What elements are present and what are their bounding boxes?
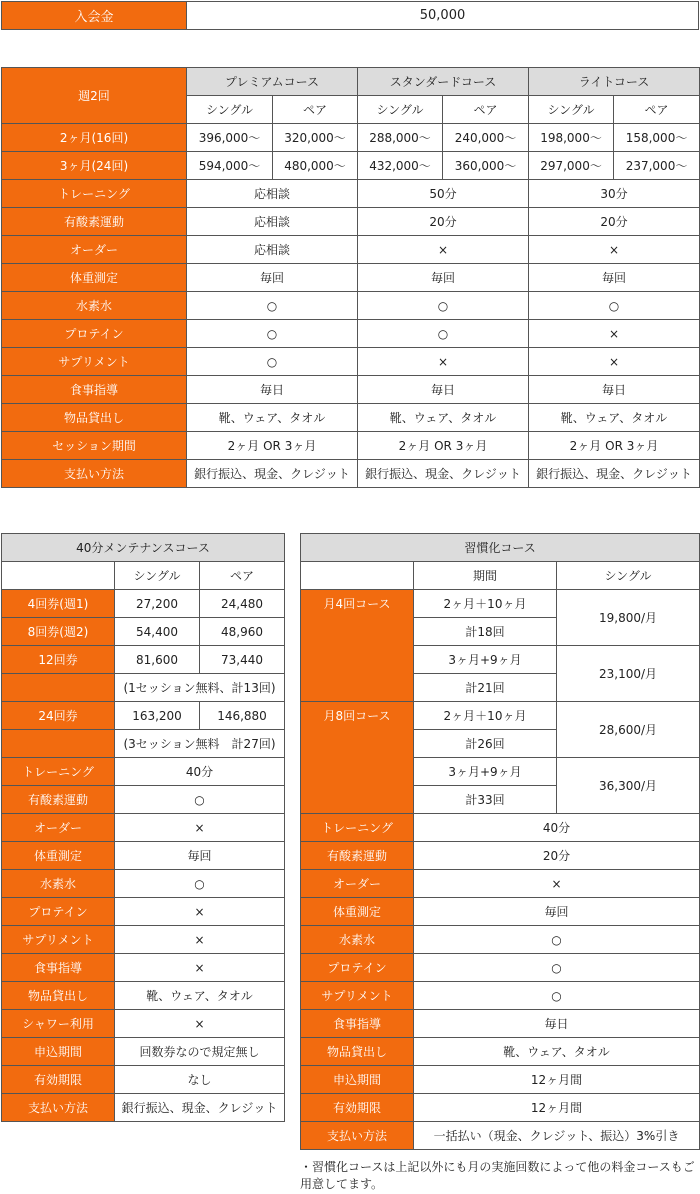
price-cell: 158,000〜 [614,124,700,152]
habit-feature-row [301,926,700,954]
row-label: オーダー [2,236,187,264]
feature-cell: 靴、ウェア、タオル [115,982,285,1010]
price-cell: 396,000〜 [187,124,273,152]
group-label: 月8回コース [301,702,414,814]
empty-label-cell [2,730,115,758]
ticket-label: 4回券(週1) [2,590,115,618]
feature-cell: 40分 [115,758,285,786]
habit-title: 習慣化コース [301,534,700,562]
feature-cell: 毎回 [115,842,285,870]
habit-feature-row [301,1038,700,1066]
course-header-light: ライトコース [529,68,700,96]
feature-cell: 銀行振込、現金、クレジット [187,460,358,488]
plan-count: 計26回 [414,730,557,758]
feature-cell: × [115,1010,285,1038]
maint-title: 40分メンテナンスコース [2,534,285,562]
habit-plan-row [301,590,700,618]
feature-cell: 銀行振込、現金、クレジット [358,460,529,488]
feature-cell: 靴、ウェア、タオル [358,404,529,432]
ticket-row [2,702,285,730]
feature-cell: ○ [187,292,358,320]
feature-cell: 毎回 [187,264,358,292]
feature-row-session-period [2,432,700,460]
maint-feature-row [2,758,285,786]
feature-cell: 毎回 [358,264,529,292]
plan-count: 計33回 [414,786,557,814]
feature-cell: 40分 [414,814,700,842]
habit-feature-row [301,982,700,1010]
feature-cell: 30分 [529,180,700,208]
feature-cell: 靴、ウェア、タオル [414,1038,700,1066]
entry-fee-row [2,2,699,30]
feature-cell: 靴、ウェア、タオル [187,404,358,432]
feature-cell: ○ [414,954,700,982]
feature-cell: ○ [115,870,285,898]
feature-cell: ○ [414,926,700,954]
row-label: 支払い方法 [301,1122,414,1150]
habit-feature-row [301,1094,700,1122]
row-label: 申込期間 [301,1066,414,1094]
single-column-header: シングル [557,562,700,590]
ticket-row [2,590,285,618]
maint-feature-row [2,898,285,926]
plan-period: 3ヶ月+9ヶ月 [414,646,557,674]
row-label: トレーニング [301,814,414,842]
feature-row-protein [2,320,700,348]
habit-feature-row [301,842,700,870]
course-header-standard: スタンダードコース [358,68,529,96]
ticket-row [2,646,285,674]
row-label: サプリメント [301,982,414,1010]
habit-subheader-row [301,562,700,590]
feature-cell: ○ [414,982,700,1010]
maint-feature-row [2,842,285,870]
feature-cell: 靴、ウェア、タオル [529,404,700,432]
row-label: 有酸素運動 [2,208,187,236]
habit-feature-row [301,1010,700,1038]
plan-period: 2ヶ月＋10ヶ月 [414,590,557,618]
feature-cell: 12ヶ月間 [414,1066,700,1094]
row-label: 体重測定 [2,264,187,292]
price-cell: 146,880 [200,702,285,730]
row-label: 有酸素運動 [301,842,414,870]
feature-cell: 20分 [358,208,529,236]
maint-feature-row [2,1094,285,1122]
course-header-premium: プレミアムコース [187,68,358,96]
price-cell: 297,000〜 [529,152,614,180]
feature-row-cardio [2,208,700,236]
feature-cell: 応相談 [187,180,358,208]
maint-feature-row [2,926,285,954]
plan-type-single: シングル [529,96,614,124]
row-label: セッション期間 [2,432,187,460]
price-cell: 240,000〜 [443,124,529,152]
feature-cell: 2ヶ月 OR 3ヶ月 [358,432,529,460]
feature-cell: 毎日 [358,376,529,404]
habit-feature-row [301,954,700,982]
price-cell: 198,000〜 [529,124,614,152]
feature-cell: ○ [187,348,358,376]
ticket-note: (3セッション無料 計27回) [115,730,285,758]
plan-count: 計21回 [414,674,557,702]
feature-row-diet-guidance [2,376,700,404]
ticket-note-row [2,674,285,702]
row-label: プロテイン [301,954,414,982]
row-label: 物品貸出し [2,982,115,1010]
entry-fee-table [1,1,699,30]
feature-cell: 毎日 [414,1010,700,1038]
ticket-note: (1セッション無料、計13回) [115,674,285,702]
feature-cell: 回数券なので規定無し [115,1038,285,1066]
feature-cell: × [358,348,529,376]
feature-cell: ○ [358,320,529,348]
price-cell: 73,440 [200,646,285,674]
row-label: 体重測定 [2,842,115,870]
feature-cell: ○ [358,292,529,320]
feature-row-payment [2,460,700,488]
feature-row-order [2,236,700,264]
entry-fee-value: 50,000 [187,2,699,30]
ticket-row [2,618,285,646]
course-header-row [2,68,700,96]
feature-row-hydrogen-water [2,292,700,320]
price-cell: 480,000〜 [273,152,358,180]
feature-cell: ○ [115,786,285,814]
row-label: 水素水 [301,926,414,954]
feature-cell: × [115,954,285,982]
habit-feature-row [301,814,700,842]
habit-course-footnote: ・習慣化コースは上記以外にも月の実施回数によって他の料金コースもご用意してます。 [300,1160,695,1191]
row-label: トレーニング [2,180,187,208]
plan-count: 計18回 [414,618,557,646]
maint-feature-row [2,814,285,842]
row-label: トレーニング [2,758,115,786]
habit-feature-row [301,870,700,898]
price-row-3-months [2,152,700,180]
maint-feature-row [2,1010,285,1038]
row-label: オーダー [301,870,414,898]
plan-price: 28,600/月 [557,702,700,758]
price-cell: 432,000〜 [358,152,443,180]
price-cell: 163,200 [115,702,200,730]
row-label: 有酸素運動 [2,786,115,814]
feature-cell: 50分 [358,180,529,208]
price-cell: 320,000〜 [273,124,358,152]
feature-cell: 12ヶ月間 [414,1094,700,1122]
maint-feature-row [2,870,285,898]
price-cell: 27,200 [115,590,200,618]
price-row-2-months [2,124,700,152]
row-label: 3ヶ月(24回) [2,152,187,180]
row-label: オーダー [2,814,115,842]
entry-fee-label: 入会金 [2,2,187,30]
feature-cell: 毎回 [414,898,700,926]
row-label: サプリメント [2,348,187,376]
feature-cell: ○ [529,292,700,320]
feature-row-weigh-in [2,264,700,292]
feature-cell: 銀行振込、現金、クレジット [529,460,700,488]
plan-period: 2ヶ月＋10ヶ月 [414,702,557,730]
ticket-label: 8回券(週2) [2,618,115,646]
habit-course-table [300,533,700,1150]
feature-cell: × [529,236,700,264]
feature-cell: × [529,320,700,348]
feature-cell: 2ヶ月 OR 3ヶ月 [187,432,358,460]
feature-cell: × [115,898,285,926]
maint-feature-row [2,954,285,982]
frequency-corner-cell: 週2回 [2,68,187,124]
row-label: 2ヶ月(16回) [2,124,187,152]
row-label: 水素水 [2,870,115,898]
empty-cell [2,562,115,590]
row-label: 支払い方法 [2,460,187,488]
habit-title-row [301,534,700,562]
twice-weekly-pricing-table [1,67,700,488]
feature-cell: 2ヶ月 OR 3ヶ月 [529,432,700,460]
feature-cell: 毎日 [529,376,700,404]
plan-period: 3ヶ月+9ヶ月 [414,758,557,786]
feature-cell: × [414,870,700,898]
maint-feature-row [2,1038,285,1066]
row-label: 物品貸出し [301,1038,414,1066]
maint-feature-row [2,1066,285,1094]
feature-cell: × [115,814,285,842]
feature-cell: 毎日 [187,376,358,404]
price-cell: 594,000〜 [187,152,273,180]
plan-type-single: シングル [115,562,200,590]
habit-feature-row [301,898,700,926]
maint-title-row [2,534,285,562]
feature-cell: × [358,236,529,264]
row-label: プロテイン [2,898,115,926]
price-cell: 24,480 [200,590,285,618]
price-cell: 360,000〜 [443,152,529,180]
maintenance-course-table [1,533,285,1122]
row-label: シャワー利用 [2,1010,115,1038]
price-cell: 54,400 [115,618,200,646]
price-cell: 48,960 [200,618,285,646]
row-label: 有効期限 [301,1094,414,1122]
feature-cell: × [529,348,700,376]
price-cell: 81,600 [115,646,200,674]
empty-label-cell [2,674,115,702]
row-label: 体重測定 [301,898,414,926]
feature-row-rentals [2,404,700,432]
feature-cell: 銀行振込、現金、クレジット [115,1094,285,1122]
row-label: 物品貸出し [2,404,187,432]
habit-feature-row [301,1066,700,1094]
maint-feature-row [2,982,285,1010]
feature-cell: 応相談 [187,236,358,264]
feature-cell: 20分 [414,842,700,870]
plan-type-pair: ペア [273,96,358,124]
plan-type-single: シングル [358,96,443,124]
maint-feature-row [2,786,285,814]
row-label: 支払い方法 [2,1094,115,1122]
feature-cell: なし [115,1066,285,1094]
plan-type-pair: ペア [614,96,700,124]
plan-type-pair: ペア [443,96,529,124]
plan-type-single: シングル [187,96,273,124]
row-label: 申込期間 [2,1038,115,1066]
row-label: 水素水 [2,292,187,320]
feature-row-supplement [2,348,700,376]
feature-cell: 一括払い（現金、クレジット、振込）3%引き [414,1122,700,1150]
plan-price: 23,100/月 [557,646,700,702]
feature-row-training [2,180,700,208]
period-column-header: 期間 [414,562,557,590]
price-cell: 237,000〜 [614,152,700,180]
feature-cell: 20分 [529,208,700,236]
plan-type-pair: ペア [200,562,285,590]
ticket-note-row [2,730,285,758]
maint-subheader-row [2,562,285,590]
plan-price: 19,800/月 [557,590,700,646]
row-label: プロテイン [2,320,187,348]
row-label: 食事指導 [301,1010,414,1038]
ticket-label: 12回券 [2,646,115,674]
row-label: 食事指導 [2,376,187,404]
row-label: 有効期限 [2,1066,115,1094]
feature-cell: ○ [187,320,358,348]
feature-cell: × [115,926,285,954]
row-label: サプリメント [2,926,115,954]
empty-cell [301,562,414,590]
row-label: 食事指導 [2,954,115,982]
habit-plan-row [301,702,700,730]
feature-cell: 毎回 [529,264,700,292]
group-label: 月4回コース [301,590,414,702]
ticket-label: 24回券 [2,702,115,730]
habit-feature-row [301,1122,700,1150]
plan-price: 36,300/月 [557,758,700,814]
price-cell: 288,000〜 [358,124,443,152]
feature-cell: 応相談 [187,208,358,236]
